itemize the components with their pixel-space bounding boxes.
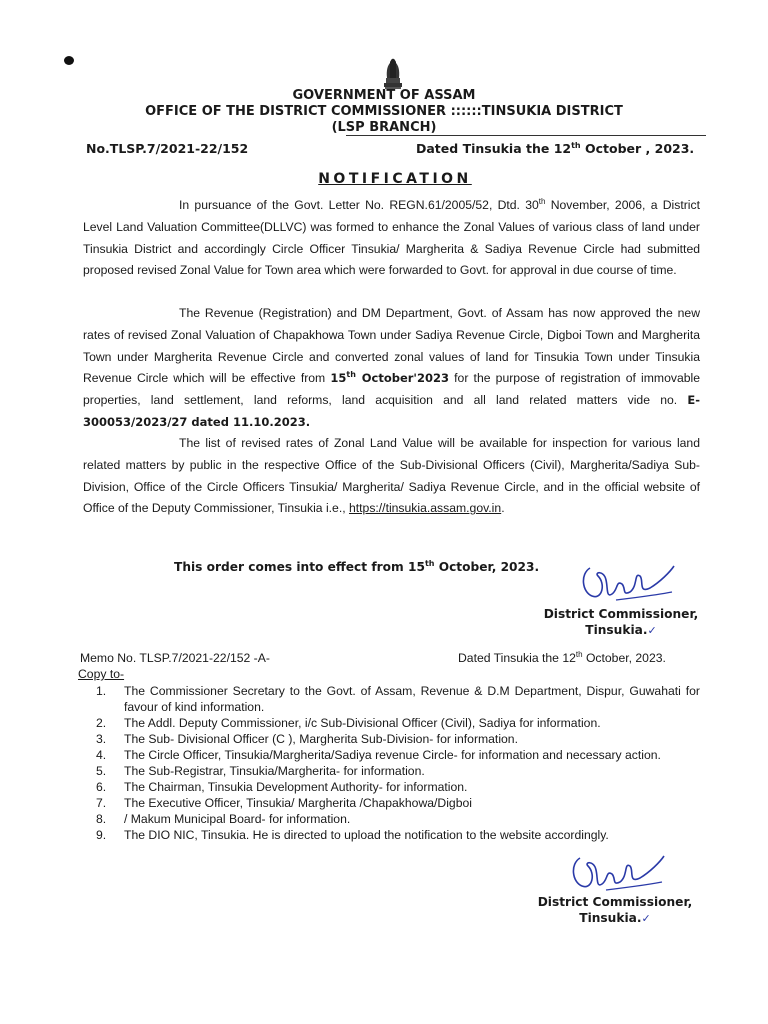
copy-to-item <box>96 732 700 748</box>
paragraph-3: The list of revised rates of Zonal Land Value will be available for inspection for various land related matters by public in the respective Office of the Sub-Divisional Officers (Civil), Margherita/Sadiya Sub-Division, Office of the Circle Officers Tinsukia/ Margherita/ Sadiya Revenue Circle, and in the official website of Office of the Deputy Commissioner, Tinsukia i.e., https://tinsukia.assam.gov.in. <box>83 436 700 516</box>
signatory-place-1: Tinsukia.✓ <box>585 623 657 637</box>
office-heading: OFFICE OF THE DISTRICT COMMISSIONER ::::::TINSUKIA DISTRICT <box>145 104 623 119</box>
state-emblem-icon <box>376 56 410 90</box>
website-link[interactable]: https://tinsukia.assam.gov.in <box>348 501 502 516</box>
copy-to-item-text: The Executive Officer, Tinsukia/ Margherita /Chapakhowa/Digboi <box>124 795 472 810</box>
copy-to-item-text: The Sub- Divisional Officer (C ), Margherita Sub-Division- for information. <box>124 731 518 746</box>
copy-to-label: Copy to- <box>78 667 125 681</box>
notification-title: NOTIFICATION <box>318 171 472 187</box>
paragraph-1: In pursuance of the Govt. Letter No. REGN.61/2005/52, Dtd. 30th November, 2006, a District Level Land Valuation Committee(DLLVC) was formed to enhance the Zonal Values of various class of land under Tinsukia District and accordingly Circle Officer Tinsukia/ Margherita & Sadiya Revenue Circle had submitted proposed revised Zonal Value for Town area which were forwarded to Govt. for approval in due course of time. <box>83 196 700 278</box>
reference-date: Dated Tinsukia the 12th October , 2023. <box>416 140 695 156</box>
copy-to-item <box>96 684 700 715</box>
effect-statement: This order comes into effect from 15th October, 2023. <box>174 558 540 574</box>
copy-to-item-text: The DIO NIC, Tinsukia. He is directed to upload the notification to the website accordingly. <box>124 827 609 842</box>
branch-heading: (LSP BRANCH) <box>331 120 437 135</box>
signature-2 <box>566 852 666 900</box>
header-divider <box>346 135 706 136</box>
memo-number: Memo No. TLSP.7/2021-22/152 -A- <box>80 651 270 665</box>
copy-to-item-text: / Makum Municipal Board- for information. <box>124 811 351 826</box>
copy-to-item-number: 6. <box>96 779 107 794</box>
copy-to-item <box>96 748 700 764</box>
copy-to-item-text: The Addl. Deputy Commissioner, i/c Sub-Divisional Officer (Civil), Sadiya for information. <box>124 715 601 730</box>
copy-to-item-text: The Commissioner Secretary to the Govt. of Assam, Revenue & D.M Department, Dispur, Guwahati for favour of kind information. <box>124 684 700 714</box>
copy-to-item-text: The Chairman, Tinsukia Development Authority- for information. <box>124 779 468 794</box>
copy-to-item <box>96 780 700 796</box>
copy-to-list <box>96 684 700 844</box>
memo-date: Dated Tinsukia the 12th October, 2023. <box>458 649 666 665</box>
government-heading: GOVERNMENT OF ASSAM <box>292 88 476 103</box>
copy-to-item <box>96 764 700 780</box>
copy-to-item-text: The Circle Officer, Tinsukia/Margherita/Sadiya revenue Circle- for information and necessary action. <box>124 747 661 762</box>
copy-to-item <box>96 716 700 732</box>
signatory-block-2 <box>532 894 698 927</box>
copy-to-item-number: 9. <box>96 827 107 842</box>
copy-to-item <box>96 828 700 844</box>
ink-dot <box>64 56 74 65</box>
copy-to-item-number: 1. <box>96 684 107 698</box>
copy-to-item-number: 4. <box>96 747 107 762</box>
signatory-title-1: District Commissioner, <box>543 607 699 621</box>
copy-to-item-number: 2. <box>96 715 107 730</box>
copy-to-item-text: The Sub-Registrar, Tinsukia/Margherita- for information. <box>124 763 425 778</box>
signature-1 <box>576 562 676 610</box>
reference-number: No.TLSP.7/2021-22/152 <box>86 141 249 156</box>
signatory-place-2: Tinsukia.✓ <box>579 911 651 925</box>
copy-to-item-number: 3. <box>96 731 107 746</box>
copy-to-item-number: 5. <box>96 763 107 778</box>
copy-to-item-number: 7. <box>96 795 107 810</box>
copy-to-item <box>96 812 700 828</box>
copy-to-item-number: 8. <box>96 811 107 826</box>
paragraph-2: The Revenue (Registration) and DM Department, Govt. of Assam has now approved the new rates of revised Zonal Valuation of Chapakhowa Town under Sadiya Revenue Circle, Digboi Town and Margherita Town under Margherita Revenue Circle and converted zonal values of land for Tinsukia Town under Tinsukia Revenue Circle which will be effective from 15th October'2023 for the purpose of registration of immovable properties, land settlement, land reforms, land acquisition and all land related matters vide no. E-300053/2023/27 dated 11.10.2023. <box>83 306 700 429</box>
signatory-block-1 <box>538 606 704 639</box>
signatory-title-2: District Commissioner, <box>537 895 693 909</box>
copy-to-item <box>96 796 700 812</box>
